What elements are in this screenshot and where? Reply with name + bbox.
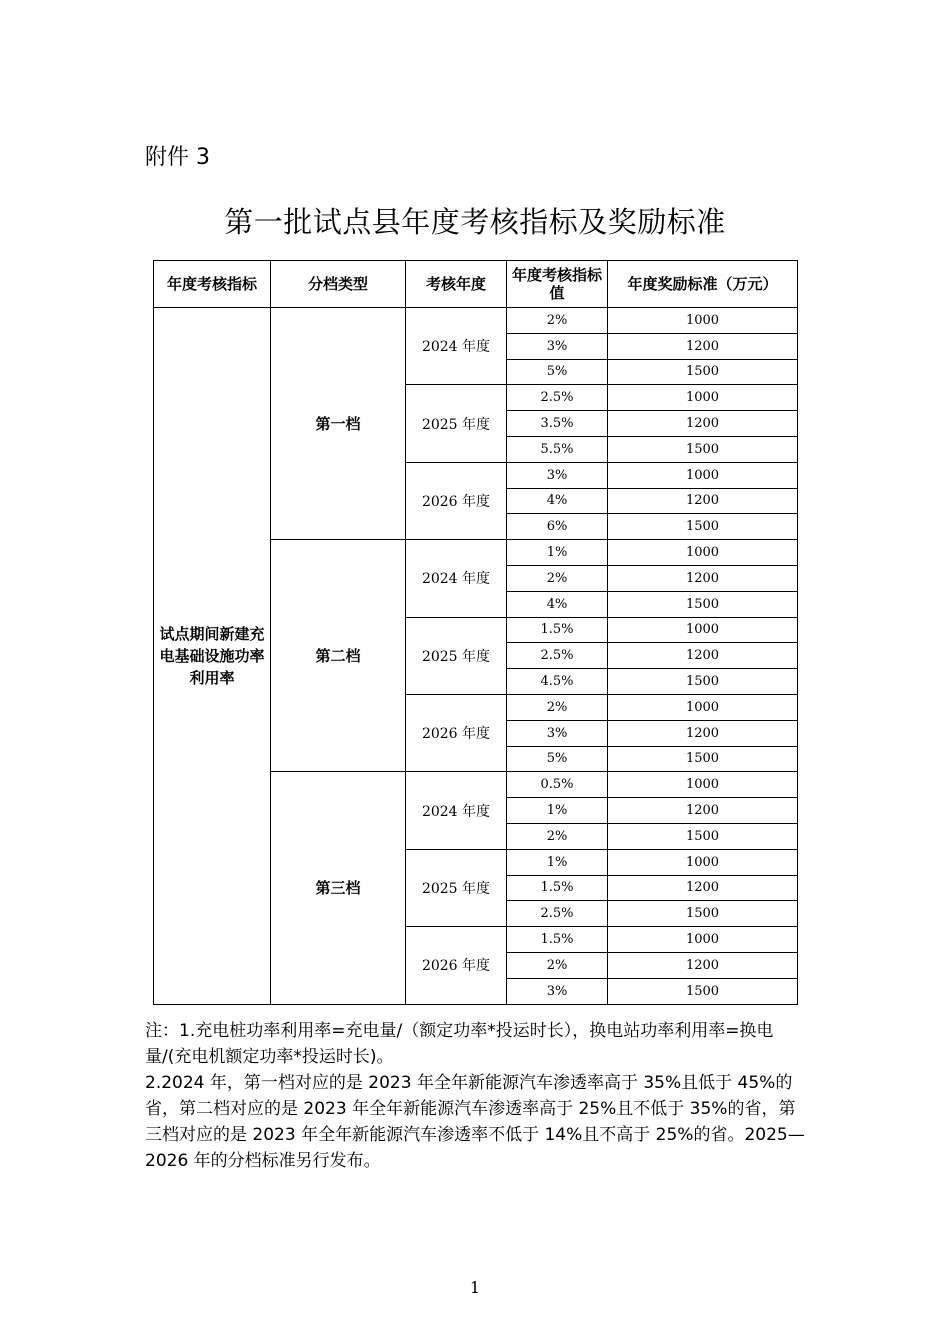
reward-cell: 1200 xyxy=(608,488,798,514)
reward-cell: 1200 xyxy=(608,411,798,437)
year-cell: 2026 年度 xyxy=(406,462,507,539)
reward-cell: 1500 xyxy=(608,746,798,772)
value-cell: 2.5% xyxy=(507,643,608,669)
year-cell: 2025 年度 xyxy=(406,617,507,694)
reward-cell: 1000 xyxy=(608,849,798,875)
table-row xyxy=(154,308,798,334)
page-title: 第一批试点县年度考核指标及奖励标准 xyxy=(224,205,726,239)
note-1: 注：1.充电桩功率利用率=充电量/（额定功率*投运时长），换电站功率利用率=换电量/(充电机额定功率*投运时长)。 xyxy=(145,1021,774,1067)
header-reward: 年度奖励标准（万元） xyxy=(608,261,798,308)
reward-cell: 1000 xyxy=(608,308,798,334)
value-cell: 2.5% xyxy=(507,385,608,411)
reward-cell: 1200 xyxy=(608,565,798,591)
notes xyxy=(145,1018,810,1174)
value-cell: 2% xyxy=(507,565,608,591)
value-cell: 3% xyxy=(507,978,608,1004)
value-cell: 5% xyxy=(507,746,608,772)
value-cell: 2% xyxy=(507,308,608,334)
header-indicator: 年度考核指标 xyxy=(154,261,271,308)
value-cell: 1% xyxy=(507,798,608,824)
value-cell: 6% xyxy=(507,514,608,540)
tier-cell: 第二档 xyxy=(271,540,406,772)
reward-cell: 1500 xyxy=(608,978,798,1004)
reward-cell: 1000 xyxy=(608,540,798,566)
value-cell: 3.5% xyxy=(507,411,608,437)
value-cell: 2% xyxy=(507,694,608,720)
reward-cell: 1000 xyxy=(608,772,798,798)
value-cell: 1.5% xyxy=(507,875,608,901)
reward-cell: 1200 xyxy=(608,875,798,901)
reward-cell: 1200 xyxy=(608,798,798,824)
tier-cell: 第三档 xyxy=(271,772,406,1004)
reward-cell: 1500 xyxy=(608,591,798,617)
indicator-cell: 试点期间新建充电基础设施功率利用率 xyxy=(154,308,271,1005)
header-row xyxy=(154,261,798,308)
value-cell: 4% xyxy=(507,591,608,617)
value-cell: 2.5% xyxy=(507,901,608,927)
attachment-label: 附件 3 xyxy=(145,145,210,170)
value-cell: 2% xyxy=(507,823,608,849)
header-tier: 分档类型 xyxy=(271,261,406,308)
reward-cell: 1200 xyxy=(608,720,798,746)
table-body xyxy=(154,308,798,1005)
value-cell: 3% xyxy=(507,720,608,746)
reward-cell: 1500 xyxy=(608,823,798,849)
value-cell: 1.5% xyxy=(507,617,608,643)
reward-cell: 1000 xyxy=(608,385,798,411)
reward-cell: 1000 xyxy=(608,462,798,488)
reward-cell: 1500 xyxy=(608,669,798,695)
reward-cell: 1000 xyxy=(608,694,798,720)
tier-cell: 第一档 xyxy=(271,308,406,540)
value-cell: 4% xyxy=(507,488,608,514)
page-number: 1 xyxy=(469,1278,481,1297)
value-cell: 4.5% xyxy=(507,669,608,695)
value-cell: 3% xyxy=(507,333,608,359)
year-cell: 2026 年度 xyxy=(406,927,507,1004)
year-cell: 2024 年度 xyxy=(406,308,507,385)
value-cell: 1% xyxy=(507,849,608,875)
reward-cell: 1200 xyxy=(608,333,798,359)
header-year: 考核年度 xyxy=(406,261,507,308)
year-cell: 2025 年度 xyxy=(406,849,507,926)
reward-cell: 1500 xyxy=(608,436,798,462)
value-cell: 3% xyxy=(507,462,608,488)
year-cell: 2024 年度 xyxy=(406,540,507,617)
reward-cell: 1500 xyxy=(608,359,798,385)
value-cell: 0.5% xyxy=(507,772,608,798)
reward-cell: 1500 xyxy=(608,514,798,540)
value-cell: 1.5% xyxy=(507,927,608,953)
reward-cell: 1200 xyxy=(608,643,798,669)
year-cell: 2024 年度 xyxy=(406,772,507,849)
year-cell: 2026 年度 xyxy=(406,694,507,771)
reward-cell: 1200 xyxy=(608,952,798,978)
value-cell: 1% xyxy=(507,540,608,566)
value-cell: 2% xyxy=(507,952,608,978)
note-2: 2.2024 年，第一档对应的是 2023 年全年新能源汽车渗透率高于 35%且低于 45%的省，第二档对应的是 2023 年全年新能源汽车渗透率高于 25%且不低于 35%的省，第三档对应的是 2023 年全年新能源汽车渗透率不低于 14%且不高于 25%的省。2025—2026 年的分档标准另行发布。 xyxy=(145,1073,805,1171)
reward-cell: 1500 xyxy=(608,901,798,927)
value-cell: 5.5% xyxy=(507,436,608,462)
header-value: 年度考核指标值 xyxy=(507,261,608,308)
value-cell: 5% xyxy=(507,359,608,385)
year-cell: 2025 年度 xyxy=(406,385,507,462)
reward-cell: 1000 xyxy=(608,617,798,643)
assessment-table xyxy=(153,260,798,1005)
reward-cell: 1000 xyxy=(608,927,798,953)
